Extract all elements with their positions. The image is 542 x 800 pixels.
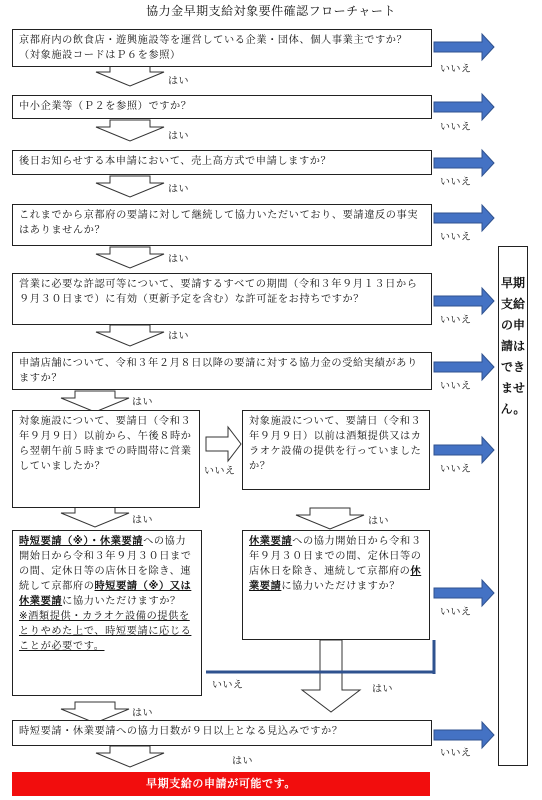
yes-label-11: はい bbox=[232, 756, 253, 767]
q9-emphasis-1: 時短要請（※）・休業要請 bbox=[19, 536, 144, 547]
q10-emphasis-2: 休業要請 bbox=[249, 566, 422, 592]
no-label-5: いいえ bbox=[440, 315, 472, 326]
down-arrow-8 bbox=[296, 508, 364, 529]
question-10: 休業要請への協力開始日から令和３年９月３０日までの間、定休日等の店休日を除き、連続して京都府の休業要請に協力いただけますか？ bbox=[242, 530, 430, 640]
no-label-11: いいえ bbox=[440, 748, 472, 759]
yes-label-2: はい bbox=[168, 131, 189, 142]
no-label-2: いいえ bbox=[440, 122, 472, 133]
q10-emphasis-1: 休業要請 bbox=[249, 536, 293, 547]
no-label-1: いいえ bbox=[440, 64, 472, 75]
no-label-7: いいえ bbox=[204, 466, 236, 477]
question-8: 対象施設について、要請日（令和３年９月９日）以前は酒類提供又はカラオケ設備の提供を行っていましたか？ bbox=[242, 410, 430, 490]
question-1: 京都府内の飲食店・遊興施設等を運営している企業・団体、個人事業主ですか？（対象施設コードはＰ６を参照） bbox=[12, 29, 432, 67]
down-arrow-big bbox=[302, 640, 360, 712]
yes-label-3: はい bbox=[168, 184, 189, 195]
down-arrow-7 bbox=[61, 506, 129, 527]
no-label-4: いいえ bbox=[440, 232, 472, 243]
down-arrow-2 bbox=[96, 120, 164, 141]
down-arrow-3 bbox=[96, 176, 164, 197]
q9-note: ※酒類提供・カラオケ設備の提供をとりやめた上で、時短要請に応じることが必要です。 bbox=[19, 611, 192, 652]
question-3: 後日お知らせする本申請において、売上高方式で申請しますか？ bbox=[12, 150, 432, 175]
question-9: 時短要請（※）・休業要請への協力開始日から令和３年９月３０日までの間、定休日等の店休日を除き、連続して京都府の時短要請（※）又は休業要請に協力いただけますか？ ※酒類提供・カラオケ設備の提供をとりやめた上で、時短要請に応じることが必要です。 bbox=[12, 530, 202, 696]
question-11: 時短要請・休業要請への協力日数が９日以上となる見込みですか？ bbox=[12, 720, 432, 746]
yes-label-7: はい bbox=[132, 515, 153, 526]
down-arrow-4 bbox=[96, 247, 164, 268]
question-2: 中小企業等（Ｐ２を参照）ですか？ bbox=[12, 95, 432, 119]
yes-label-5: はい bbox=[168, 331, 189, 342]
down-arrow-6 bbox=[61, 391, 129, 412]
no-label-10: いいえ bbox=[212, 680, 244, 691]
eligible-result-banner: 早期支給の申請が可能です。 bbox=[12, 772, 430, 796]
down-arrow-10 bbox=[96, 746, 164, 767]
no-arrow-2 bbox=[434, 94, 494, 120]
q9-emphasis-2: 時短要請（※）又は休業要請 bbox=[19, 581, 192, 607]
page-title: 協力金早期支給対象要件確認フローチャート bbox=[146, 4, 396, 18]
down-arrow-5 bbox=[96, 325, 164, 346]
no-arrow-1 bbox=[434, 34, 494, 60]
yes-label-8: はい bbox=[368, 516, 389, 527]
question-7: 対象施設について、要請日（令和３年９月９日）以前から、午後８時から翌朝午前５時までの時間帯に営業していましたか？ bbox=[12, 410, 200, 508]
no-label-8: いいえ bbox=[440, 464, 472, 475]
no-label-3: いいえ bbox=[440, 177, 472, 188]
down-arrow-1 bbox=[96, 65, 164, 86]
ineligible-result-box bbox=[498, 246, 528, 766]
no-label-9: いいえ bbox=[440, 607, 472, 618]
yes-label-1: はい bbox=[168, 76, 189, 87]
question-6: 申請店舗について、令和３年２月８日以降の要請に対する協力金の受給実績がありますか？ bbox=[12, 352, 432, 390]
no-label-6: いいえ bbox=[440, 381, 472, 392]
yes-label-10: はい bbox=[132, 708, 153, 719]
yes-label-9: はい bbox=[372, 684, 393, 695]
question-4: これまでから京都府の要請に対して継続して協力いただいており、要請違反の事実はありませんか？ bbox=[12, 204, 432, 246]
ineligible-result-text: 早期支給の申請はできません。 bbox=[500, 276, 526, 416]
right-arrow-q7-q8 bbox=[206, 427, 241, 461]
question-5: 営業に必要な許認可等について、要請するすべての期間（令和３年９月１３日から９月３０日まで）に有効（更新予定を含む）な許可証をお持ちですか？ bbox=[12, 273, 432, 325]
yes-label-6: はい bbox=[132, 397, 153, 408]
yes-label-4: はい bbox=[168, 254, 189, 265]
